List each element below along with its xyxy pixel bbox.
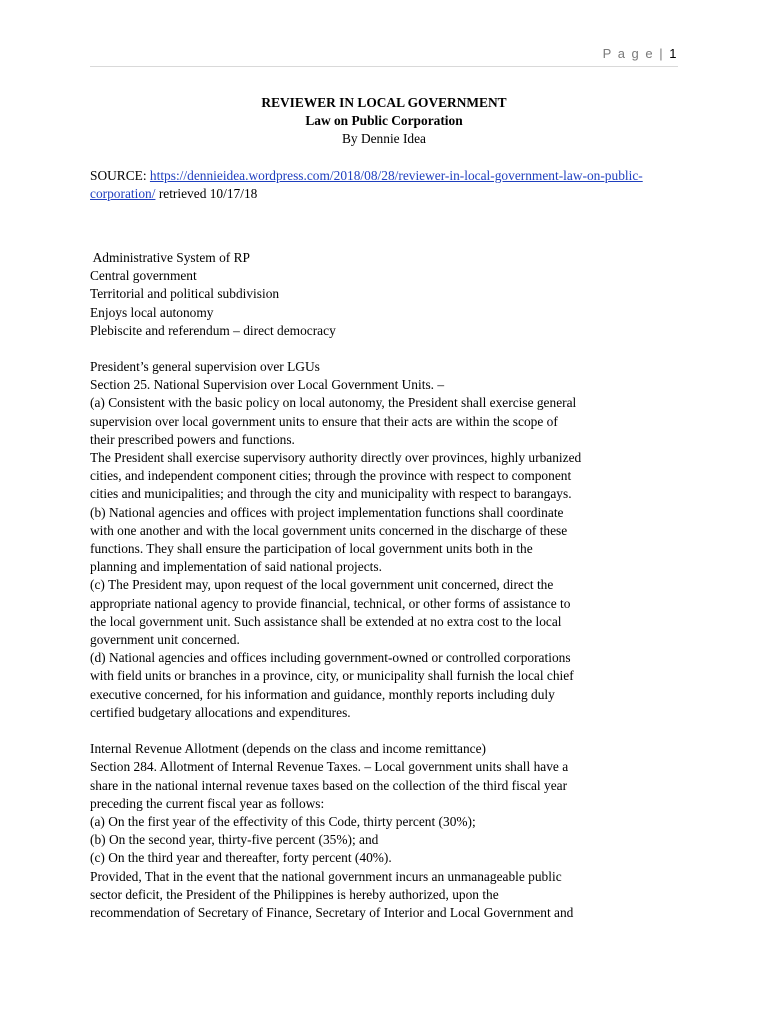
paragraph-line: with one another and with the local government units concerned in the discharge of these <box>90 522 568 538</box>
paragraph-line: cities and municipalities; and through the city and municipality with respect to barangays. <box>90 486 572 502</box>
paragraph-line: Administrative System of RP <box>90 250 250 266</box>
paragraph-line: appropriate national agency to provide financial, technical, or other forms of assistance to <box>90 595 571 611</box>
paragraph-line: Internal Revenue Allotment (depends on the class and income remittance) <box>90 741 487 757</box>
source-link-continued[interactable]: corporation/ <box>90 185 156 201</box>
paragraph-line: (d) National agencies and offices including government-owned or controlled corporations <box>90 650 571 666</box>
document-subtitle: Law on Public Corporation <box>305 113 463 129</box>
paragraph-line: with field units or branches in a province, city, or municipality shall furnish the local chief <box>90 668 574 684</box>
paragraph-line: (b) National agencies and offices with project implementation functions shall coordinate <box>90 504 564 520</box>
paragraph-line: sector deficit, the President of the Philippines is hereby authorized, upon the <box>90 886 499 902</box>
paragraph-line: (a) Consistent with the basic policy on local autonomy, the President shall exercise general <box>90 395 577 411</box>
paragraph-line: Section 25. National Supervision over Local Government Units. – <box>90 377 445 393</box>
paragraph-line: (b) On the second year, thirty-five percent (35%); and <box>90 832 379 848</box>
document-title: REVIEWER IN LOCAL GOVERNMENT <box>261 95 507 110</box>
paragraph-line: supervision over local government units to ensure that their acts are within the scope of <box>90 413 558 429</box>
paragraph-line: their prescribed powers and functions. <box>90 431 295 447</box>
paragraph-line: preceding the current fiscal year as follows: <box>90 795 325 811</box>
section-internal-revenue-allotment <box>90 740 678 922</box>
document-body <box>90 94 678 922</box>
paragraph-line: the local government unit. Such assistance shall be extended at no extra cost to the local <box>90 613 562 629</box>
source-line <box>90 167 678 203</box>
section-national-supervision <box>90 358 678 722</box>
paragraph-line: President’s general supervision over LGUs <box>90 359 320 375</box>
paragraph-line: Section 284. Allotment of Internal Revenue Taxes. – Local government units shall have a <box>90 759 569 775</box>
page-number: 1 <box>669 46 678 61</box>
source-label: SOURCE: <box>90 167 147 183</box>
paragraph-line: planning and implementation of said national projects. <box>90 559 382 575</box>
page-separator: | <box>659 46 665 61</box>
paragraph-line: recommendation of Secretary of Finance, Secretary of Interior and Local Government and <box>90 904 574 920</box>
paragraph-line: functions. They shall ensure the participation of local government units both in the <box>90 541 533 557</box>
paragraph-line: (c) On the third year and thereafter, forty percent (40%). <box>90 850 392 866</box>
page-label: P a g e <box>602 46 655 61</box>
document-author: By Dennie Idea <box>341 131 427 147</box>
title-block <box>90 94 678 149</box>
paragraph-line: government unit concerned. <box>90 632 240 648</box>
paragraph-line: cities, and independent component cities; through the province with respect to component <box>90 468 572 484</box>
header-rule <box>90 66 678 67</box>
retrieved-date: retrieved 10/17/18 <box>158 185 258 201</box>
paragraph-line: Provided, That in the event that the national government incurs an unmanageable public <box>90 868 562 884</box>
paragraph-line: executive concerned, for his information and guidance, monthly reports including duly <box>90 686 555 702</box>
paragraph-line: Plebiscite and referendum – direct democracy <box>90 322 336 338</box>
paragraph-line: Central government <box>90 268 197 284</box>
paragraph-line: Territorial and political subdivision <box>90 286 280 302</box>
paragraph-line: Enjoys local autonomy <box>90 304 214 320</box>
paragraph-line: share in the national internal revenue taxes based on the collection of the third fiscal year <box>90 777 568 793</box>
section-administrative-system <box>90 249 678 340</box>
paragraph-line: certified budgetary allocations and expenditures. <box>90 704 351 720</box>
paragraph-line: (c) The President may, upon request of the local government unit concerned, direct the <box>90 577 554 593</box>
paragraph-line: (a) On the first year of the effectivity of this Code, thirty percent (30%); <box>90 813 476 829</box>
source-link[interactable]: https://dennieidea.wordpress.com/2018/08/28/reviewer-in-local-government-law-on-public- <box>149 167 643 183</box>
page-header <box>90 46 678 61</box>
paragraph-line: The President shall exercise supervisory authority directly over provinces, highly urbanized <box>90 450 582 466</box>
